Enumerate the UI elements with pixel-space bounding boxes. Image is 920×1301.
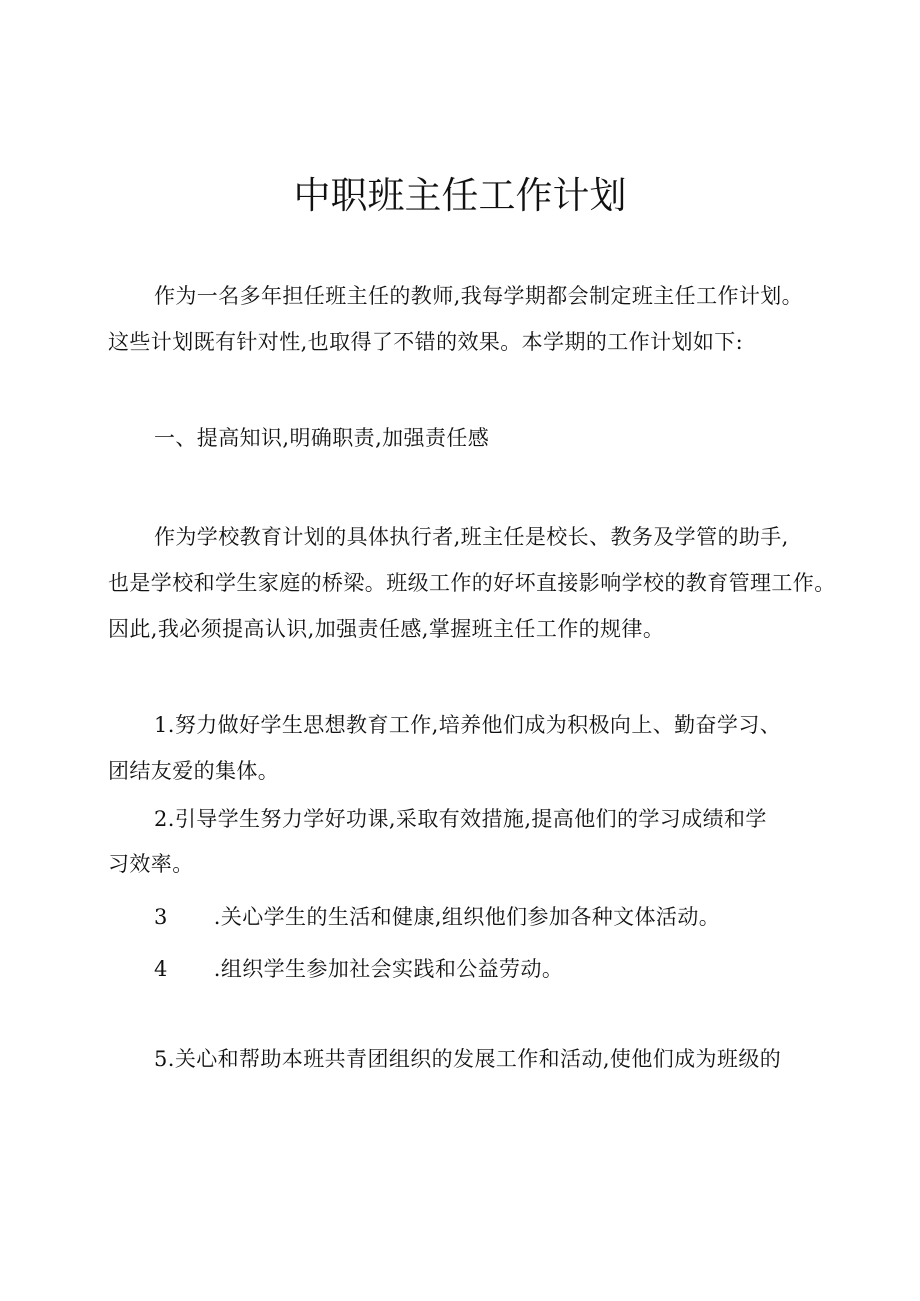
- intro-line-1: 作为一名多年担任班主任的教师,我每学期都会制定班主任工作计划。: [154, 284, 804, 308]
- list-item-3-text: .关心学生的生活和健康,组织他们参加各种文体活动。: [213, 905, 721, 929]
- section-para-line-3: 因此,我必须提高认识,加强责任感,掌握班主任工作的规律。: [108, 617, 665, 641]
- list-item-2-line-2: 习效率。: [108, 852, 194, 876]
- list-item-2-text: .引导学生努力学好功课,采取有效措施,提高他们的学习成绩和学: [167, 807, 767, 831]
- list-item-4-text: .组织学生参加社会实践和公益劳动。: [213, 957, 564, 981]
- document-title: 中职班主任工作计划: [293, 174, 627, 217]
- list-item-2-number: 2: [154, 807, 168, 831]
- list-item-5-number: 5: [154, 1047, 168, 1071]
- list-item-4-number: 4: [154, 957, 168, 981]
- section-para-line-1: 作为学校教育计划的具体执行者,班主任是校长、教务及学管的助手,: [154, 525, 789, 549]
- list-item-1-text: .努力做好学生思想教育工作,培养他们成为积极向上、勤奋学习、: [167, 713, 782, 737]
- section-para-line-2: 也是学校和学生家庭的桥梁。班级工作的好坏直接影响学校的教育管理工作。: [108, 571, 836, 595]
- list-item-1: [154, 710, 781, 740]
- list-item-3: [154, 902, 720, 932]
- list-item-1-line-2: 团结友爱的集体。: [108, 759, 280, 783]
- list-item-5-text: .关心和帮助本班共青团组织的发展工作和活动,使他们成为班级的: [167, 1047, 782, 1071]
- list-item-3-number: 3: [154, 905, 168, 929]
- section-heading: 一、提高知识,明确职责,加强责任感: [154, 426, 490, 450]
- list-item-1-number: 1: [154, 713, 168, 737]
- list-item-5: [154, 1044, 781, 1074]
- intro-line-2: 这些计划既有针对性,也取得了不错的效果。本学期的工作计划如下:: [108, 330, 744, 354]
- list-item-2: [154, 804, 767, 834]
- list-item-4: [154, 954, 563, 984]
